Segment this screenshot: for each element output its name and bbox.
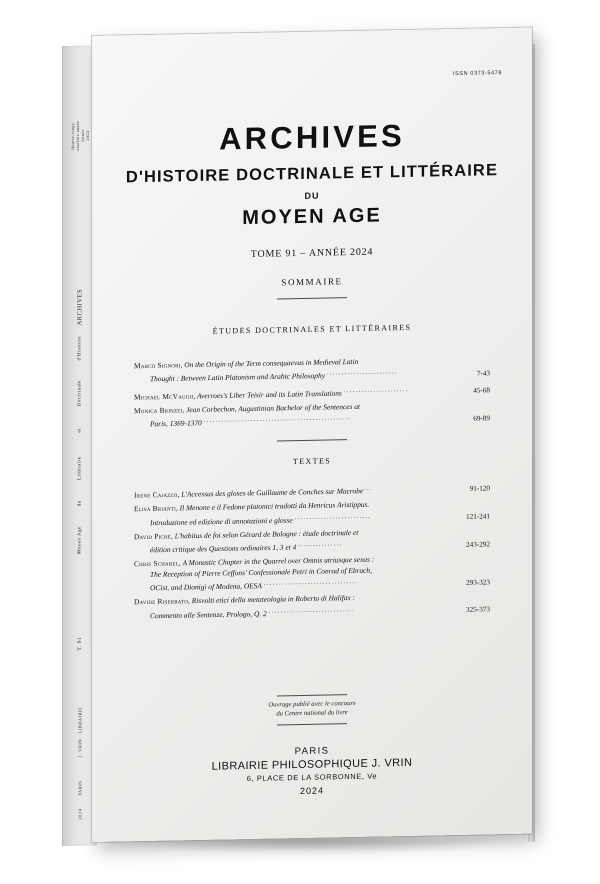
toc-dot-leader: ...................... [343,383,409,394]
toc-title-line2: The Reception of Pierre Ceffons' Confessionale Petri in Conrad of Ebrach, [150,565,372,579]
imprint-city: PARIS [294,745,330,758]
cnl-credit-line2: du Centre national du livre [276,709,348,718]
issn-label: ISSN 0373-5478 [452,70,502,78]
spine-title-litteraire: Littéraire [77,456,83,481]
front-cover [92,28,532,842]
toc-dot-leader: ........................ [326,366,398,377]
toc-author: Michael McVaugh [134,391,194,402]
toc-title-line1: , Averroes's Liber Teisir and its Latin Translations [193,388,342,401]
toc-title-line1: , L'habitus de foi selon Gérard de Bologne : étude doctrinale et [171,527,359,541]
toc-author: Chris Schabel [134,558,179,569]
toc-title-line1: , Il Menone e il Fedone platonici tradotti da Henricus Aristippus. [175,499,370,513]
toc-title-line3: OCist, and Dionigi of Modena, OESA [150,581,262,593]
toc-entry [134,399,490,430]
toc-pages: 121-241 [466,512,490,521]
divider-rule-bottom-2 [277,723,347,725]
spine-publisher-city: PARIS [77,780,83,796]
toc-pages: 243-292 [466,539,490,549]
sommaire-heading: SOMMAIRE [281,276,343,288]
toc-pages: 91-120 [469,484,490,494]
spine-title-et: et [77,427,83,433]
toc-author: Davide Riserbato [134,596,189,607]
spine-title-histoire: d'Histoire [77,335,83,361]
spine-tome: T. 91 [77,636,83,651]
toc-dot-leader: .................................................. [203,412,351,425]
toc-title-line1: , L'Accessus des gloses de Guillaume de Conches sur Macrobe [177,486,364,499]
toc-pages: 325-373 [466,605,490,615]
toc-title-line2: Paris, 1369-1370 [150,418,202,429]
imprint-address: 6, PLACE DE LA SORBONNE, Ve [246,771,378,784]
toc-entry [134,498,490,529]
toc-entry [134,525,490,556]
journal-subtitle-moyenage: MOYEN AGE [242,204,382,230]
toc-section-etudes [134,354,490,433]
divider-rule-top [277,297,347,299]
spine-title-doctrinale: Doctrinale [77,380,83,407]
spine-title-du: du [77,500,83,507]
cnl-credit [92,696,532,722]
toc-pages: 69-89 [473,413,490,423]
toc-pages: 293-323 [466,577,490,587]
spine-publisher-1: LIBRAIRIE [77,706,83,734]
toc-pages: 7-43 [476,369,490,378]
toc-entry [134,591,490,622]
toc-entry [134,354,490,385]
tome-year: TOME 91 – ANNÉE 2024 [250,246,374,260]
toc-entry [134,553,490,594]
toc-section-textes [134,480,490,625]
imprint-year: 2024 [299,785,325,797]
toc-pages: 45-68 [473,386,490,395]
spine-year-text: Quatre-vingt- onzième année Année 2024 [70,120,90,151]
section-heading-etudes: ÉTUDES DOCTRINALES ET LITTÉRAIRES [212,322,412,336]
toc-title-line1: , Risvolti etici della metateologia in Roberto di Halifax : [188,593,356,606]
toc-title-line1: , On the Origin of the Term consequaevus in Medieval Latin [180,356,359,370]
spine-publisher-2: J. VRIN [77,738,83,758]
section-heading-textes: TEXTES [292,456,332,467]
toc-title-line1: , Jean Corbechon, Augustinian Bachelor of the Sentences at [182,401,360,415]
divider-rule-middle [277,439,347,441]
spine-title-moyenage: Moyen Age [77,526,83,555]
journal-subtitle-du: DU [304,190,320,201]
toc-author: Monica Brinzei [134,405,183,416]
toc-title-line2: édition critique des Questions ordinaires 1, 3 et 4 [150,542,297,555]
toc-dot-leader: ... [363,482,372,492]
spine-publisher-year: 2024 [77,808,83,820]
toc-author: David Piché [134,531,172,542]
toc-title-line2: Commento alle Sentenze, Prologo, Q. 2 [150,608,267,621]
publisher-imprint [92,742,532,800]
toc-title-line2: Thought : Between Latin Platonism and Arabic Philosophy [150,371,325,384]
toc-dot-leader: ............................. [268,603,355,615]
imprint-publisher: LIBRAIRIE PHILOSOPHIQUE J. VRIN [211,756,413,773]
journal-subtitle: D'HISTOIRE DOCTRINALE ET LITTÉRAIRE [125,161,499,187]
toc-author: Irene Caiazzo [134,489,178,500]
divider-rule-bottom [277,694,347,696]
toc-author: Marco Signori [134,360,181,371]
toc-title-line2: Introduzione ed edizione di annotazioni e glosse [150,515,293,527]
toc-title-line1: , A Monastic Chapter in the Quarrel over Omnis utriusque sexus : [178,555,375,568]
toc-dot-leader: ............... [298,538,343,549]
cnl-credit-line1: Ouvrage publié avec le concours [268,699,356,709]
spine-title-archives: ARCHIVES [76,288,84,326]
journal-title: ARCHIVES [219,117,405,157]
toc-dot-leader: .......................... [294,510,372,521]
toc-dot-leader: ................................ [263,576,359,587]
spine-year-block [70,120,90,151]
toc-author: Elisa Brianti [134,503,176,514]
